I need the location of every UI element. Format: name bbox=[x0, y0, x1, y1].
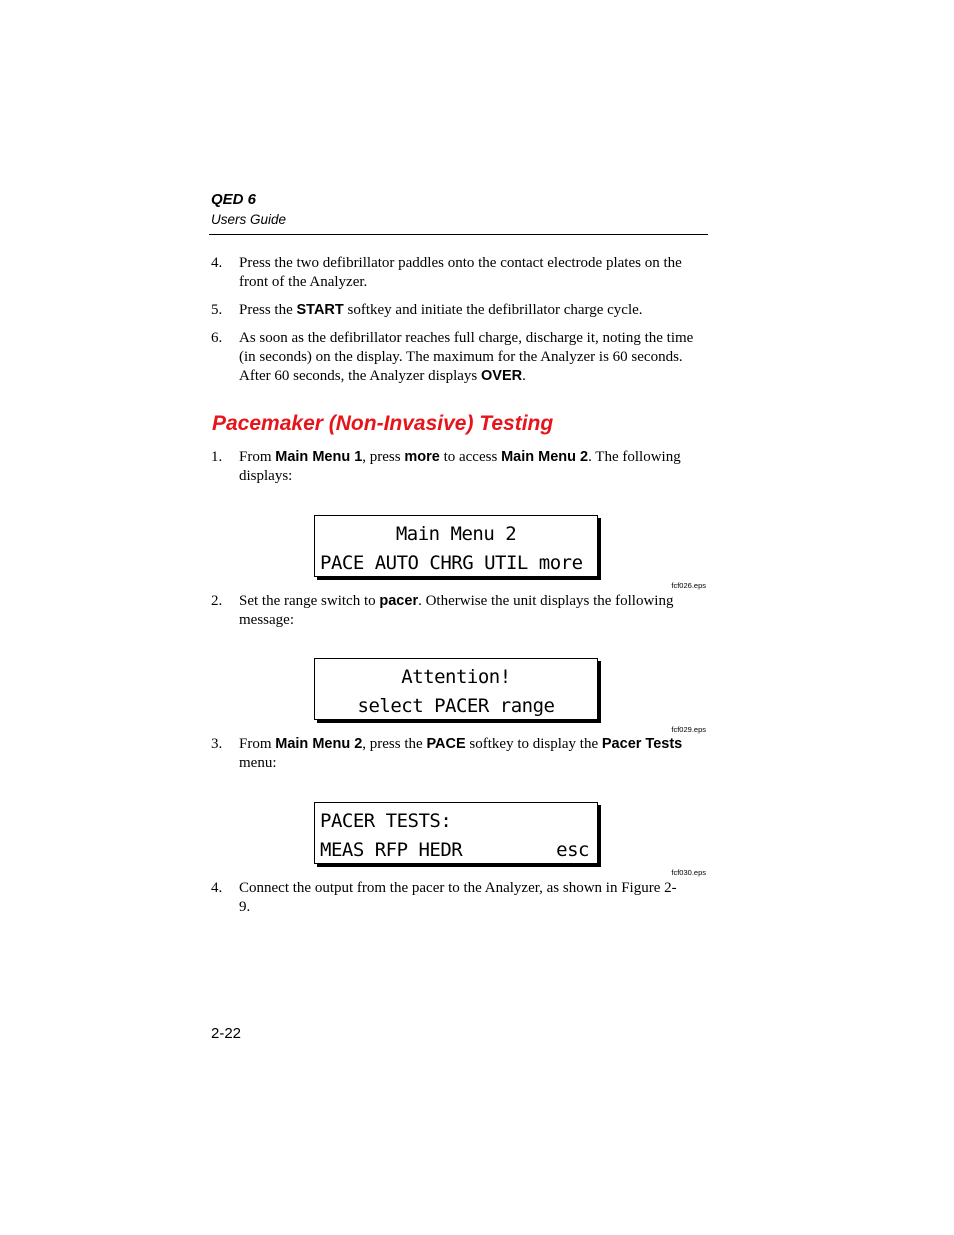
document-title: QED 6 bbox=[211, 191, 257, 208]
page-number: 2-22 bbox=[211, 1025, 242, 1042]
figure-caption: fcf030.eps bbox=[671, 868, 706, 877]
step-number: 6. bbox=[211, 330, 223, 346]
step-text: Press the two defibrillator paddles onto the contact electrode plates on the front of the Analyzer. bbox=[239, 255, 682, 290]
header-rule bbox=[209, 234, 708, 235]
lcd-display-pacer-tests bbox=[314, 802, 598, 864]
lcd-line-2: select PACER range bbox=[357, 695, 555, 717]
step-number: 4. bbox=[211, 255, 223, 271]
step-text: From Main Menu 1, press more to access Main Menu 2. The following displays: bbox=[239, 449, 681, 484]
lcd-line-1: Attention! bbox=[401, 666, 511, 688]
lcd-line-1: Main Menu 2 bbox=[395, 523, 517, 545]
step-number: 5. bbox=[211, 302, 223, 318]
step-text: Connect the output from the pacer to the Analyzer, as shown in Figure 2-9. bbox=[239, 880, 677, 915]
step-text: Press the START softkey and initiate the defibrillator charge cycle. bbox=[239, 302, 643, 318]
step-number: 3. bbox=[211, 736, 223, 752]
lcd-line-2-right: esc bbox=[556, 839, 589, 861]
step-text: Set the range switch to pacer. Otherwise the unit displays the following message: bbox=[239, 593, 674, 628]
figure-caption: fcf029.eps bbox=[671, 725, 706, 734]
step-text: From Main Menu 2, press the PACE softkey to display the Pacer Tests menu: bbox=[239, 736, 683, 771]
step-number: 4. bbox=[211, 880, 223, 896]
lcd-display-attention bbox=[314, 658, 598, 720]
step-number: 1. bbox=[211, 449, 223, 465]
lcd-line-1: PACER TESTS: bbox=[320, 810, 452, 832]
lcd-display-main-menu-2 bbox=[314, 515, 598, 577]
lcd-line-2: MEAS RFP HEDR bbox=[320, 839, 463, 861]
figure-caption: fcf026.eps bbox=[671, 581, 706, 590]
step-text: As soon as the defibrillator reaches full charge, discharge it, noting the time (in seconds) on the display. The maximum for the Analyzer is 60 seconds. After 60 seconds, the Analyzer displays OVER. bbox=[239, 330, 694, 384]
step-number: 2. bbox=[211, 593, 223, 609]
document-subtitle: Users Guide bbox=[211, 212, 287, 227]
lcd-line-2: PACE AUTO CHRG UTIL more bbox=[320, 552, 583, 574]
section-heading: Pacemaker (Non-Invasive) Testing bbox=[212, 412, 554, 435]
